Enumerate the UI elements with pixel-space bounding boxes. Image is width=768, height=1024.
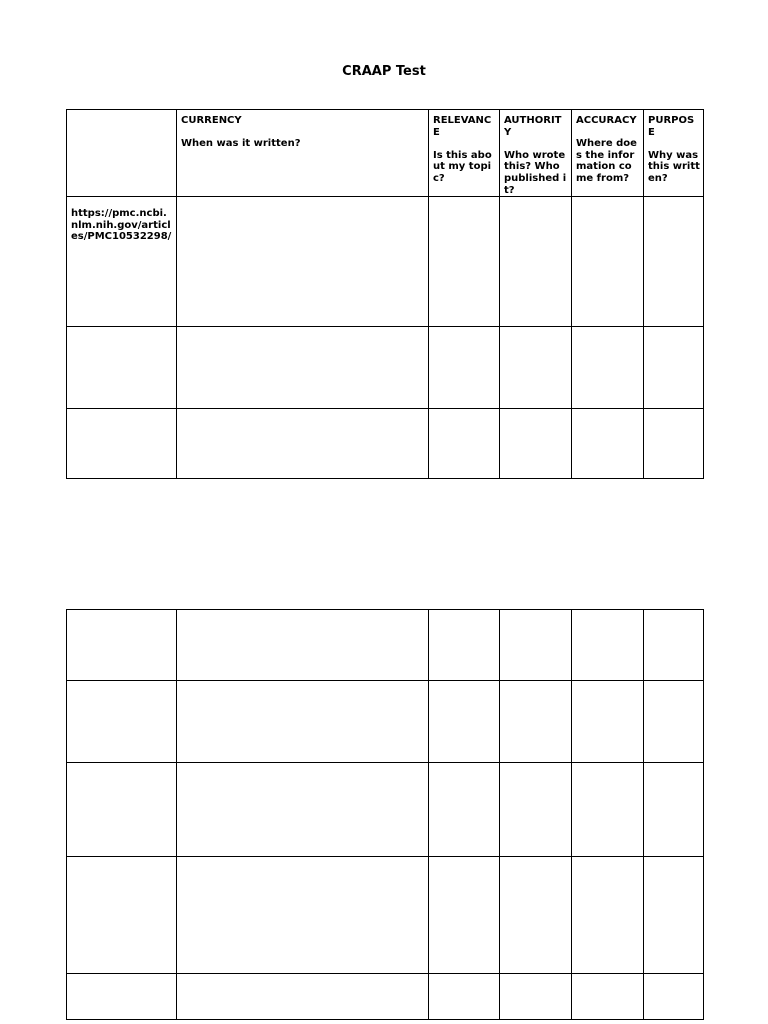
relevance-cell [429, 610, 500, 681]
accuracy-cell [572, 610, 644, 681]
accuracy-cell [572, 763, 644, 857]
authority-cell [500, 974, 572, 1020]
table-row [67, 857, 704, 974]
currency-header-cell [177, 110, 429, 197]
currency-cell [177, 681, 429, 763]
page-title: CRAAP Test [342, 64, 426, 79]
authority-cell [500, 197, 572, 327]
table-row [67, 610, 704, 681]
currency-question: When was it written? [181, 138, 301, 150]
authority-cell [500, 610, 572, 681]
source-cell [67, 763, 177, 857]
authority-cell [500, 409, 572, 479]
authority-cell [500, 327, 572, 409]
table-row [67, 409, 704, 479]
accuracy-label: ACCURACY [576, 115, 637, 126]
purpose-cell [644, 197, 704, 327]
purpose-cell [644, 974, 704, 1020]
purpose-header-cell [644, 110, 704, 197]
relevance-cell [429, 681, 500, 763]
relevance-label: RELEVANCE [433, 115, 492, 138]
authority-label: AUTHORITY [504, 115, 562, 138]
accuracy-question: Where does the information come from? [576, 138, 637, 184]
table-row [67, 974, 704, 1020]
authority-header-cell [500, 110, 572, 197]
table-row [67, 327, 704, 409]
purpose-cell [644, 327, 704, 409]
craap-table-top [66, 109, 704, 479]
accuracy-header-cell [572, 110, 644, 197]
source-cell [67, 974, 177, 1020]
accuracy-cell [572, 681, 644, 763]
relevance-cell [429, 763, 500, 857]
source-url: https://pmc.ncbi.nlm.nih.gov/articles/PMC10532298/ [71, 208, 172, 243]
currency-label: CURRENCY [181, 115, 242, 126]
authority-cell [500, 681, 572, 763]
currency-cell [177, 327, 429, 409]
currency-cell [177, 197, 429, 327]
relevance-cell [429, 327, 500, 409]
purpose-cell [644, 763, 704, 857]
source-cell [67, 681, 177, 763]
table-row [67, 763, 704, 857]
accuracy-cell [572, 327, 644, 409]
relevance-cell [429, 974, 500, 1020]
currency-cell [177, 857, 429, 974]
authority-cell [500, 763, 572, 857]
relevance-question: Is this about my topic? [433, 149, 492, 184]
source-cell [67, 197, 177, 327]
source-cell [67, 857, 177, 974]
relevance-cell [429, 409, 500, 479]
purpose-question: Why was this written? [648, 149, 700, 184]
currency-cell [177, 763, 429, 857]
relevance-cell [429, 857, 500, 974]
authority-question: Who wrote this? Who published it? [504, 149, 567, 196]
accuracy-cell [572, 197, 644, 327]
purpose-label: PURPOSE [648, 115, 695, 138]
source-cell [67, 327, 177, 409]
currency-cell [177, 610, 429, 681]
source-cell [67, 610, 177, 681]
relevance-cell [429, 197, 500, 327]
header-row [67, 110, 704, 197]
table-row [67, 197, 704, 327]
source-header-cell [67, 110, 177, 197]
table-row [67, 681, 704, 763]
currency-cell [177, 409, 429, 479]
currency-cell [177, 974, 429, 1020]
accuracy-cell [572, 974, 644, 1020]
purpose-cell [644, 409, 704, 479]
craap-table-bottom [66, 609, 704, 1020]
purpose-cell [644, 857, 704, 974]
purpose-cell [644, 610, 704, 681]
source-cell [67, 409, 177, 479]
accuracy-cell [572, 857, 644, 974]
authority-cell [500, 857, 572, 974]
relevance-header-cell [429, 110, 500, 197]
purpose-cell [644, 681, 704, 763]
accuracy-cell [572, 409, 644, 479]
